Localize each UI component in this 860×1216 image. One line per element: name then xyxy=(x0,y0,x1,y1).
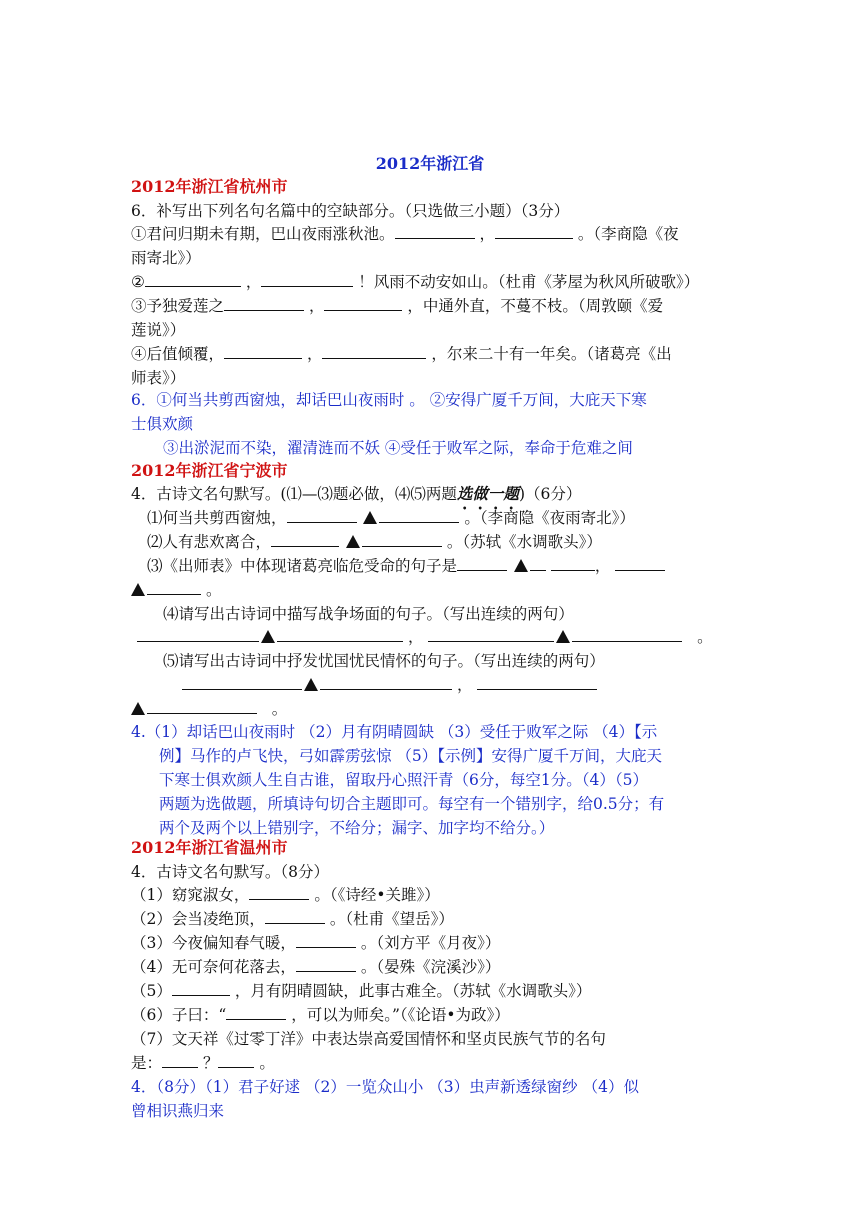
item-text: 。（晏殊《浣溪沙》） xyxy=(360,958,501,976)
item-text: ② xyxy=(131,273,145,291)
item-text: 。 xyxy=(271,700,288,718)
item-text: ， xyxy=(407,628,424,646)
question-item xyxy=(131,907,454,931)
answer-blank xyxy=(261,270,353,287)
triangle-marker-icon xyxy=(514,559,528,572)
answer-blank xyxy=(395,222,475,239)
answer-blank xyxy=(530,554,546,571)
answer-line: 两题为选做题，所填诗句切合主题即可。每空有一个错别字，给0.5分；有 xyxy=(159,795,665,813)
answer-blank xyxy=(172,979,230,996)
answer-blank xyxy=(218,1051,254,1068)
item-text: （5） xyxy=(131,982,172,1000)
item-text: ，中通外直，不蔓不枝。（周敦颐《爱 xyxy=(407,297,664,315)
question-item xyxy=(131,931,500,955)
question-item xyxy=(131,955,500,979)
question-item-cont xyxy=(131,1051,275,1075)
triangle-marker-icon xyxy=(346,535,360,548)
item-text: （3）今夜偏知春气暖， xyxy=(131,934,296,952)
section-heading-wenzhou: 2012年浙江省温州市 xyxy=(131,838,288,857)
item-text: ， xyxy=(306,345,323,363)
answer-blank xyxy=(379,506,459,523)
item-text: 。（《诗经•关雎》） xyxy=(314,886,440,904)
question-item xyxy=(131,1003,510,1027)
answer-blank xyxy=(296,931,356,948)
item-text: ， xyxy=(479,225,495,243)
item-text: 是： xyxy=(131,1054,163,1072)
item-text: 。 xyxy=(259,1054,275,1072)
item-text: ，可以为师矣。”（《论语•为政》） xyxy=(291,1006,510,1024)
answer-blank xyxy=(320,673,452,690)
question-item xyxy=(131,342,672,366)
item-text: ， xyxy=(245,273,262,291)
item-text: ！风雨不动安如山。（杜甫《茅屋为秋风所破歌》） xyxy=(358,273,700,291)
question-suffix: )（6分） xyxy=(518,485,582,503)
item-text: 。（杜甫《望岳》） xyxy=(329,910,454,928)
answer-blank xyxy=(265,907,325,924)
question-item xyxy=(131,883,440,907)
answer-blank xyxy=(271,530,339,547)
answer-line: 两个及两个以上错别字，不给分；漏字、加字均不给分。） xyxy=(159,819,555,837)
answer-blank xyxy=(224,342,302,359)
item-text: ？ xyxy=(202,1054,219,1072)
question-item-cont xyxy=(131,578,221,602)
triangle-marker-icon xyxy=(131,702,145,715)
question-item: ⑸请写出古诗词中抒发忧国忧民情怀的句子。（写出连续的两句） xyxy=(163,652,605,670)
answer-blank xyxy=(362,530,442,547)
item-text: 。 xyxy=(205,581,222,599)
question-item xyxy=(131,979,591,1003)
answer-blank xyxy=(182,673,302,690)
answer-blank xyxy=(162,1051,198,1068)
section-heading-ningbo: 2012年浙江省宁波市 xyxy=(131,461,288,480)
answer-line: 下寒士俱欢颜人生自古谁，留取丹心照汗青（6分，每空1分。（4）（5） xyxy=(159,771,648,789)
section-heading-hangzhou: 2012年浙江省杭州市 xyxy=(131,177,288,196)
answer-blank xyxy=(615,554,665,571)
answer-line: ③出淤泥而不染，濯清涟而不妖 ④受任于败军之际，奉命于危难之间 xyxy=(163,439,633,457)
item-text: 。（李商隐《夜雨寄北》） xyxy=(464,509,635,527)
item-text: ， xyxy=(594,557,611,575)
item-text: 。（李商隐《夜 xyxy=(577,225,679,243)
item-text: 。 xyxy=(697,628,713,646)
answer-blank xyxy=(287,506,357,523)
answer-blank xyxy=(277,625,403,642)
answer-blank xyxy=(147,697,257,714)
answer-blank xyxy=(428,625,554,642)
question-item xyxy=(131,294,663,318)
triangle-marker-icon xyxy=(261,630,275,643)
question-prefix: 4．古诗文名句默写。(⑴—⑶题必做，⑷⑸两题 xyxy=(131,485,457,503)
answer-blank xyxy=(324,294,402,311)
item-text: ⑴何当共剪西窗烛， xyxy=(147,509,287,527)
answer-line: 6．①何当共剪西窗烛，却话巴山夜雨时 。 ②安得广厦千万间，大庇天下寒 xyxy=(131,391,647,409)
item-text: （2）会当凌绝顶， xyxy=(131,910,265,928)
answer-blank xyxy=(137,625,259,642)
answer-line: 曾相识燕归来 xyxy=(131,1102,225,1120)
item-text: ⑵人有悲欢离合， xyxy=(147,533,272,551)
answer-blank xyxy=(322,342,426,359)
answer-blank xyxy=(145,270,241,287)
question-item-cont: 雨寄北》） xyxy=(131,249,201,267)
question-emphasis: 选做一题 xyxy=(456,484,519,503)
question-item-cont: 师表》） xyxy=(131,369,186,387)
question-item: ⑷请写出古诗词中描写战争场面的句子。（写出连续的两句） xyxy=(163,605,574,623)
answer-blank xyxy=(572,625,682,642)
question-item-cont xyxy=(131,697,287,721)
question-item xyxy=(131,270,699,294)
item-text: ，尔来二十有一年矣。（诸葛亮《出 xyxy=(431,345,672,363)
answer-blank xyxy=(147,578,201,595)
answer-blank xyxy=(296,955,356,972)
answer-blank xyxy=(249,883,309,900)
question-text: 4．古诗文名句默写。（8分） xyxy=(131,863,329,881)
item-text: ⑶《出师表》中体现诸葛亮临危受命的句子是 xyxy=(147,557,458,575)
item-text: ④后值倾覆， xyxy=(131,345,225,363)
answer-line: 4.（1）却话巴山夜雨时 （2）月有阴晴圆缺 （3）受任于败军之际 （4）【示 xyxy=(131,723,658,741)
triangle-marker-icon xyxy=(131,583,145,596)
item-text: 。（刘方平《月夜》） xyxy=(360,934,501,952)
question-item xyxy=(147,554,665,578)
item-text: ，月有阴晴圆缺，此事古难全。（苏轼《水调歌头》） xyxy=(234,982,592,1000)
page-title: 2012年浙江省 xyxy=(375,154,485,173)
answer-blank xyxy=(495,222,573,239)
answer-line: 例】马作的卢飞快，弓如霹雳弦惊 （5）【示例】安得广厦千万间，大庇天 xyxy=(159,747,663,765)
item-text: ， xyxy=(308,297,325,315)
triangle-marker-icon xyxy=(304,678,318,691)
question-item-cont: 莲说》） xyxy=(131,321,186,339)
question-item xyxy=(147,506,635,530)
item-text: （6）子曰：“ xyxy=(131,1006,227,1024)
question-item-blanks xyxy=(182,673,597,697)
question-text: 6．补写出下列名句名篇中的空缺部分。（只选做三小题）（3分） xyxy=(131,202,570,220)
triangle-marker-icon xyxy=(556,630,570,643)
item-text: 。（苏轼《水调歌头》） xyxy=(446,533,602,551)
item-text: ③予独爱莲之 xyxy=(131,297,225,315)
item-text: ， xyxy=(456,676,473,694)
answer-blank xyxy=(551,554,595,571)
answer-blank xyxy=(226,1003,286,1020)
answer-line: 4．（8分）（1）君子好逑 （2）一览众山小 （3）虫声新透绿窗纱 （4）似 xyxy=(131,1078,639,1096)
answer-blank xyxy=(457,554,507,571)
answer-blank xyxy=(477,673,597,690)
question-item xyxy=(131,222,679,246)
question-item xyxy=(147,530,602,554)
item-text: （1）窈窕淑女， xyxy=(131,886,250,904)
triangle-marker-icon xyxy=(363,511,377,524)
question-item: （7）文天祥《过零丁洋》中表达崇高爱国情怀和坚贞民族气节的名句 xyxy=(131,1030,606,1048)
item-text: （4）无可奈何花落去， xyxy=(131,958,296,976)
answer-blank xyxy=(224,294,304,311)
answer-line: 士俱欢颜 xyxy=(131,415,194,433)
question-item-blanks xyxy=(137,625,713,649)
item-text: ①君问归期未有期，巴山夜雨涨秋池。 xyxy=(131,225,395,243)
